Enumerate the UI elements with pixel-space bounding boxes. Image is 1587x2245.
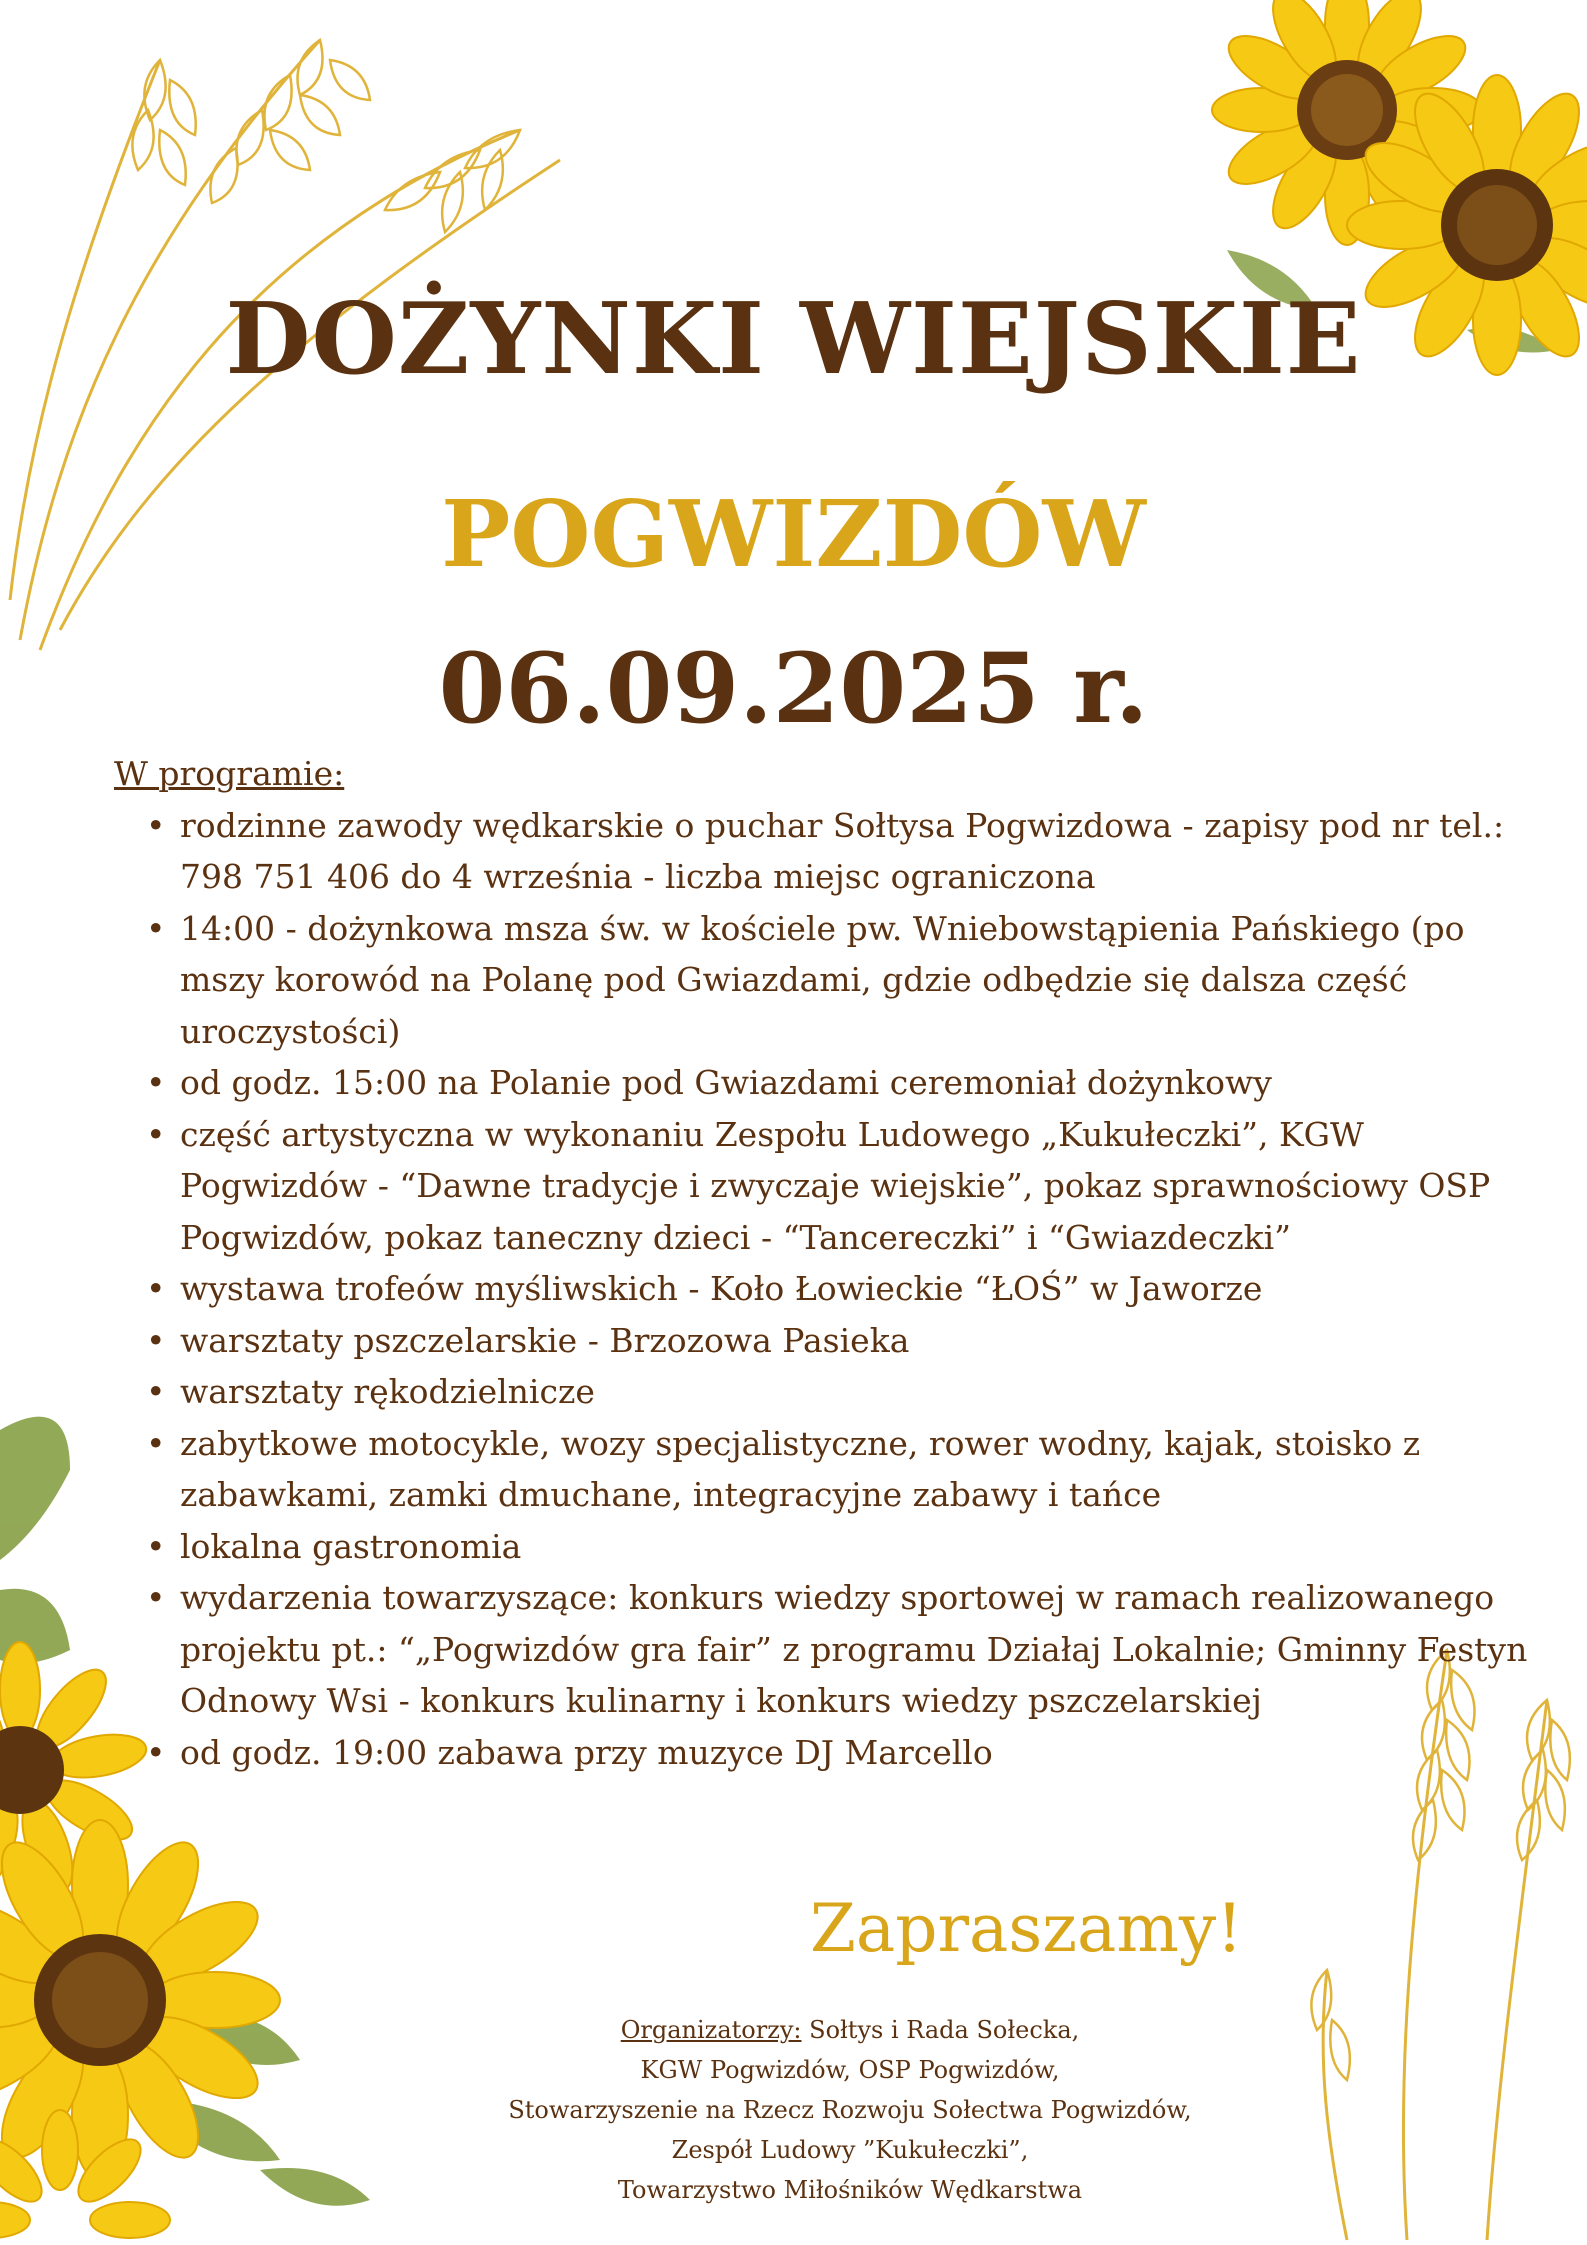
bullet-icon: • [146,1578,166,1617]
list-item [114,1366,1534,1418]
organizers-label: Organizatorzy: [620,2016,802,2044]
list-item [114,1521,1534,1573]
program-section [114,748,1534,1778]
bullet-icon: • [146,1526,166,1566]
bullet-icon: • [146,1320,166,1360]
organizers-line-5: Towarzystwo Miłośników Wędkarstwa [617,2176,1083,2204]
bullet-icon: • [146,908,166,948]
list-item [114,1418,1534,1521]
list-item-text: 14:00 - dożynkowa msza św. w kościele pw. Wniebowstąpienia Pańskiego (po mszy korowód na Polanę pod Gwiazdami, gdzie odbędzie się dalsza część uroczystości) [180,908,1465,1051]
poster-title: DOŻYNKI WIEJSKIE [225,282,1362,397]
list-item-text: od godz. 19:00 zabawa przy muzyce DJ Marcello [180,1732,993,1772]
bullet-icon: • [146,805,166,845]
bullet-icon: • [146,1063,166,1102]
bullet-icon: • [146,1269,166,1308]
list-item-text: zabytkowe motocykle, wozy specjalistyczne, rower wodny, kajak, stoisko z zabawkami, zamki dmuchane, integracyjne zabawy i tańce [180,1423,1421,1514]
list-item-text: wystawa trofeów myśliwskich - Koło Łowieckie “ŁOŚ” w Jaworze [180,1269,1263,1308]
event-date: 06.09.2025 r. [438,632,1149,745]
list-item-text: lokalna gastronomia [180,1526,522,1566]
list-item [114,1727,1534,1779]
program-heading: W programie: [114,754,345,793]
list-item-text: warsztaty rękodzielnicze [180,1372,595,1411]
village-name: POGWIZDÓW [441,480,1146,588]
organizers-line-1 [400,2010,1300,2050]
list-item [114,1057,1534,1109]
list-item [114,800,1534,903]
organizers-text: Sołtys i Rada Sołecka, [809,2016,1080,2044]
list-item-text: część artystyczna w wykonaniu Zespołu Ludowego „Kukułeczki”, KGW Pogwizdów - “Dawne tradycje i zwyczaje wiejskie”, pokaz sprawnościowy OSP Pogwizdów, pokaz taneczny dzieci - “Tancereczki” i “Gwiazdeczki” [180,1114,1491,1257]
organizers-line-3: Stowarzyszenie na Rzecz Rozwoju Sołectwa Pogwizdów, [508,2096,1192,2124]
bullet-icon: • [146,1732,166,1772]
bullet-icon: • [146,1114,166,1154]
list-item-text: warsztaty pszczelarskie - Brzozowa Pasieka [180,1320,910,1360]
list-item [114,1572,1534,1727]
list-item [114,1263,1534,1315]
invitation-text: Zapraszamy! [810,1890,1243,1967]
list-item [114,1109,1534,1264]
bullet-icon: • [146,1423,166,1463]
organizers-block [400,2010,1300,2210]
list-item-text: od godz. 15:00 na Polanie pod Gwiazdami ceremoniał dożynkowy [180,1063,1272,1102]
program-list [114,800,1534,1779]
list-item-text: wydarzenia towarzyszące: konkurs wiedzy sportowej w ramach realizowanego projektu pt.: “„Pogwizdów gra fair” z programu Działaj Lokalnie; Gminny Festyn Odnowy Wsi - konkurs kulinarny i konkurs wiedzy pszczelarskiej [180,1578,1528,1720]
bullet-icon: • [146,1372,166,1411]
organizers-line-2: KGW Pogwizdów, OSP Pogwizdów, [640,2056,1060,2084]
organizers-line-4: Zespół Ludowy ”Kukułeczki”, [671,2136,1029,2164]
list-item [114,903,1534,1058]
list-item-text: rodzinne zawody wędkarskie o puchar Sołtysa Pogwizdowa - zapisy pod nr tel.: 798 751 406 do 4 września - liczba miejsc ograniczona [180,805,1505,896]
list-item [114,1315,1534,1367]
